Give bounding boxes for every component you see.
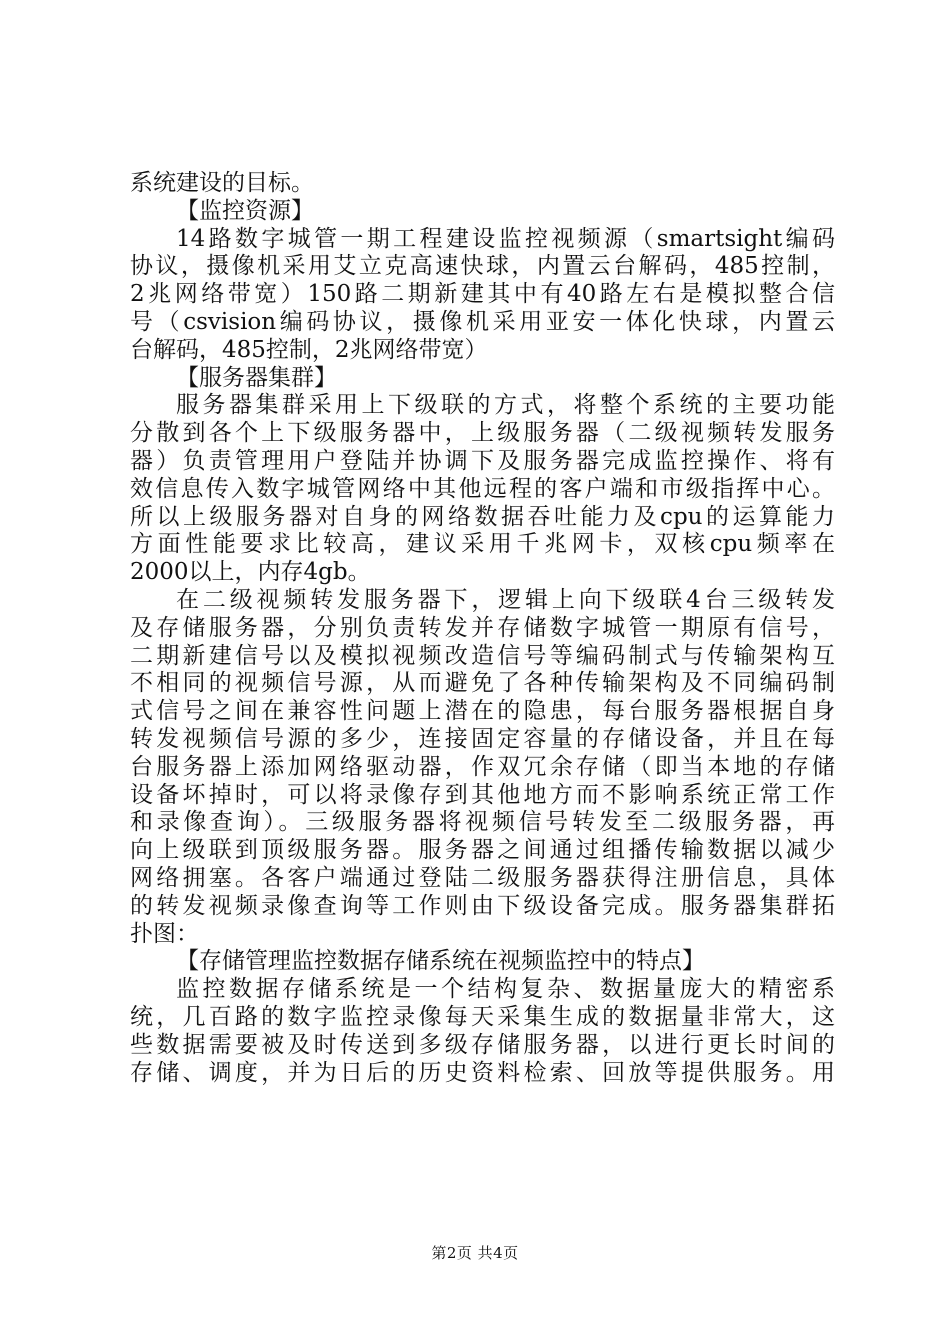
- text-line: 二期新建信号以及模拟视频改造信号等编码制式与传输架构互: [130, 642, 835, 669]
- text-line: 【存储管理监控数据存储系统在视频监控中的特点】: [176, 948, 705, 975]
- text-line: 存储、调度，并为日后的历史资料检索、回放等提供服务。用: [130, 1059, 835, 1086]
- page-footer: 第2页 共4页: [431, 1244, 519, 1262]
- text-line: 效信息传入数字城管网络中其他远程的客户端和市级指挥中心。: [130, 475, 835, 502]
- text-line: 式信号之间在兼容性问题上潜在的隐患，每台服务器根据自身: [130, 698, 835, 725]
- document-body: [130, 170, 835, 1087]
- text-line: 在二级视频转发服务器下，逻辑上向下级联4台三级转发: [176, 586, 835, 613]
- text-line: 向上级联到顶级服务器。服务器之间通过组播传输数据以减少: [130, 837, 835, 864]
- text-line: 和录像查询）。三级服务器将视频信号转发至二级服务器，再: [130, 809, 835, 836]
- text-line: 【服务器集群】: [176, 364, 337, 391]
- text-line: 2000以上，内存4gb。: [130, 559, 371, 586]
- text-line: 号（csvision编码协议，摄像机采用亚安一体化快球，内置云: [130, 308, 835, 335]
- text-line: 的转发视频录像查询等工作则由下级设备完成。服务器集群拓: [130, 892, 835, 919]
- text-line: 转发视频信号源的多少，连接固定容量的存储设备，并且在每: [130, 725, 835, 752]
- text-line: 协议，摄像机采用艾立克高速快球，内置云台解码，485控制，: [130, 253, 835, 280]
- text-line: 系统建设的目标。: [130, 170, 314, 196]
- text-line: 统，几百路的数字监控录像每天采集生成的数据量非常大，这: [130, 1003, 835, 1030]
- text-line: 及存储服务器，分别负责转发并存储数字城管一期原有信号，: [130, 614, 835, 641]
- text-line: 分散到各个上下级服务器中，上级服务器（二级视频转发服务: [130, 420, 835, 447]
- text-line: 设备坏掉时，可以将录像存到其他地方而不影响系统正常工作: [130, 781, 835, 808]
- text-line: 【监控资源】: [176, 197, 314, 224]
- text-line: 2兆网络带宽）150路二期新建其中有40路左右是模拟整合信: [130, 281, 835, 308]
- text-line: 不相同的视频信号源，从而避免了各种传输架构及不同编码制: [130, 670, 835, 697]
- text-line: 器）负责管理用户登陆并协调下及服务器完成监控操作、将有: [130, 447, 835, 474]
- text-line: 服务器集群采用上下级联的方式，将整个系统的主要功能: [176, 392, 835, 419]
- text-line: 台服务器上添加网络驱动器，作双冗余存储（即当本地的存储: [130, 753, 835, 780]
- text-line: 网络拥塞。各客户端通过登陆二级服务器获得注册信息，具体: [130, 864, 835, 891]
- text-line: 台解码，485控制，2兆网络带宽）: [130, 336, 488, 363]
- text-line: 14路数字城管一期工程建设监控视频源（smartsight编码: [176, 225, 835, 252]
- text-line: 扑图：: [130, 920, 199, 947]
- text-line: 些数据需要被及时传送到多级存储服务器，以进行更长时间的: [130, 1031, 835, 1058]
- text-line: 方面性能要求比较高，建议采用千兆网卡，双核cpu频率在: [130, 531, 835, 558]
- text-line: 所以上级服务器对自身的网络数据吞吐能力及cpu的运算能力: [130, 503, 835, 530]
- text-line: 监控数据存储系统是一个结构复杂、数据量庞大的精密系: [176, 976, 835, 1003]
